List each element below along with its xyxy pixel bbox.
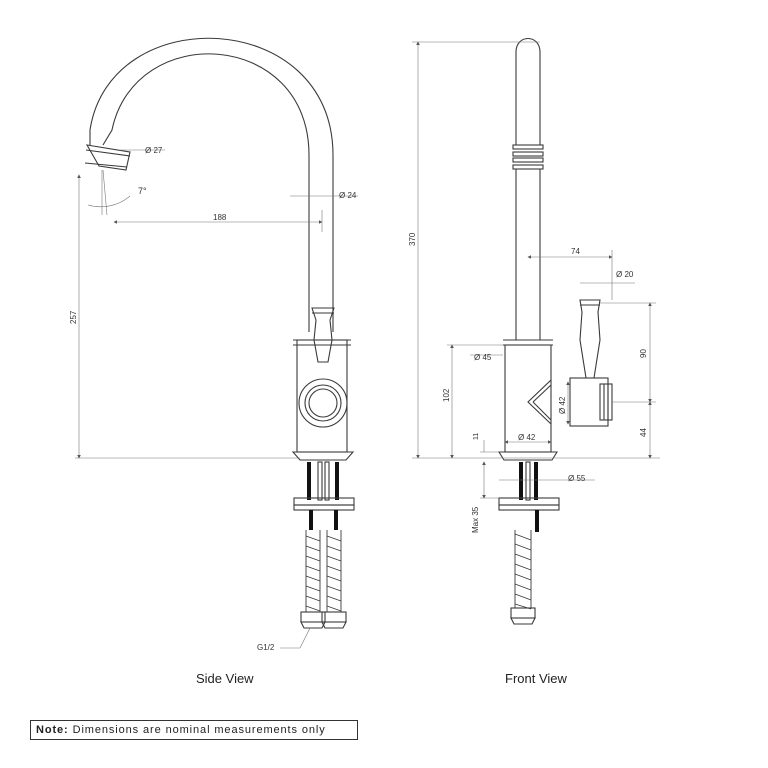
dim-body-height: 102	[442, 388, 451, 402]
dim-height: 257	[69, 310, 78, 324]
dim-plate-diameter: Ø 55	[568, 474, 586, 483]
front-view-label: Front View	[505, 671, 567, 686]
dim-angle: 7°	[138, 186, 147, 196]
dim-base-height: 11	[473, 432, 480, 440]
dim-lever-offset: 74	[571, 247, 580, 256]
dim-thread: G1/2	[257, 643, 275, 652]
side-view-drawing	[75, 38, 358, 648]
note-label: Note:	[36, 724, 69, 736]
front-view-drawing	[412, 39, 660, 625]
dim-total-height: 370	[408, 232, 417, 246]
dim-body-top-diameter: Ø 45	[474, 353, 492, 362]
note-text: Dimensions are nominal measurements only	[72, 724, 326, 736]
dim-outlet-diameter: Ø 27	[145, 146, 163, 155]
dim-lever-height: 90	[639, 349, 648, 358]
note-box	[30, 720, 358, 740]
dim-reach: 188	[213, 213, 227, 222]
side-view-label: Side View	[196, 671, 254, 686]
dim-lever-base-height: 44	[639, 428, 648, 437]
dim-hub-diameter: Ø 42	[558, 396, 567, 414]
dim-base-diameter: Ø 42	[518, 433, 536, 442]
dim-max-depth: Max 35	[471, 506, 480, 533]
dim-spout-diameter: Ø 24	[339, 191, 357, 200]
dim-lever-diameter: Ø 20	[616, 270, 634, 279]
